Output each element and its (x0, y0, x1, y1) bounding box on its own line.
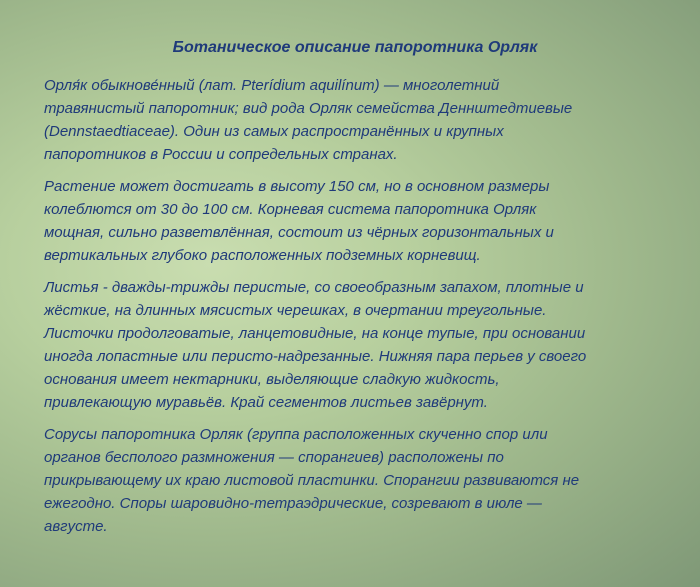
paragraph-size-roots (44, 175, 659, 267)
paragraph-intro (44, 74, 659, 166)
paragraph-sori (44, 423, 659, 538)
text-line: органов бесполого размножения — спорангиев) расположены по (44, 449, 504, 466)
paragraph-leaves (44, 276, 659, 414)
text-line: прикрывающему их краю листовой пластинки. Спорангии развиваются не (44, 472, 580, 489)
text-line: Листочки продолговатые, ланцетовидные, на конце тупые, при основании (44, 325, 586, 342)
text-line: Орля́к обыкнове́нный (лат. Pterídium aquilínum) — многолетний (44, 77, 500, 94)
text-line: жёсткие, на длинных мясистых черешках, в очертании треугольные. (44, 302, 547, 319)
text-line: Листья - дважды-трижды перистые, со своеобразным запахом, плотные и (44, 279, 584, 296)
text-line: иногда лопастные или перисто-надрезанные. Нижняя пара перьев у своего (44, 348, 587, 365)
text-line: папоротников в России и сопредельных странах. (44, 146, 398, 163)
text-line: травянистый папоротник; вид рода Орляк семейства Деннштедтиевые (44, 100, 573, 117)
text-line: колеблются от 30 до 100 см. Корневая система папоротника Орляк (44, 201, 537, 218)
text-line: вертикальных глубоко расположенных подземных корневищ. (44, 247, 481, 264)
text-line: мощная, сильно разветвлённая, состоит из чёрных горизонтальных и (44, 224, 554, 241)
text-line: (Dennstaedtiaceae). Один из самых распространённых и крупных (44, 123, 504, 140)
text-line: основания имеет нектарники, выделяющие сладкую жидкость, (44, 371, 500, 388)
text-line: ежегодно. Споры шаровидно-тетраэдрические, созревают в июле — (44, 495, 542, 512)
text-line: августе. (44, 518, 108, 535)
text-line: Сорусы папоротника Орляк (группа расположенных скученно спор или (44, 426, 548, 443)
text-line: Растение может достигать в высоту 150 см, но в основном размеры (44, 178, 550, 195)
page-title: Ботаническое описание папоротника Орляк (172, 39, 538, 56)
text-line: привлекающую муравьёв. Край сегментов листьев завёрнут. (44, 394, 488, 411)
